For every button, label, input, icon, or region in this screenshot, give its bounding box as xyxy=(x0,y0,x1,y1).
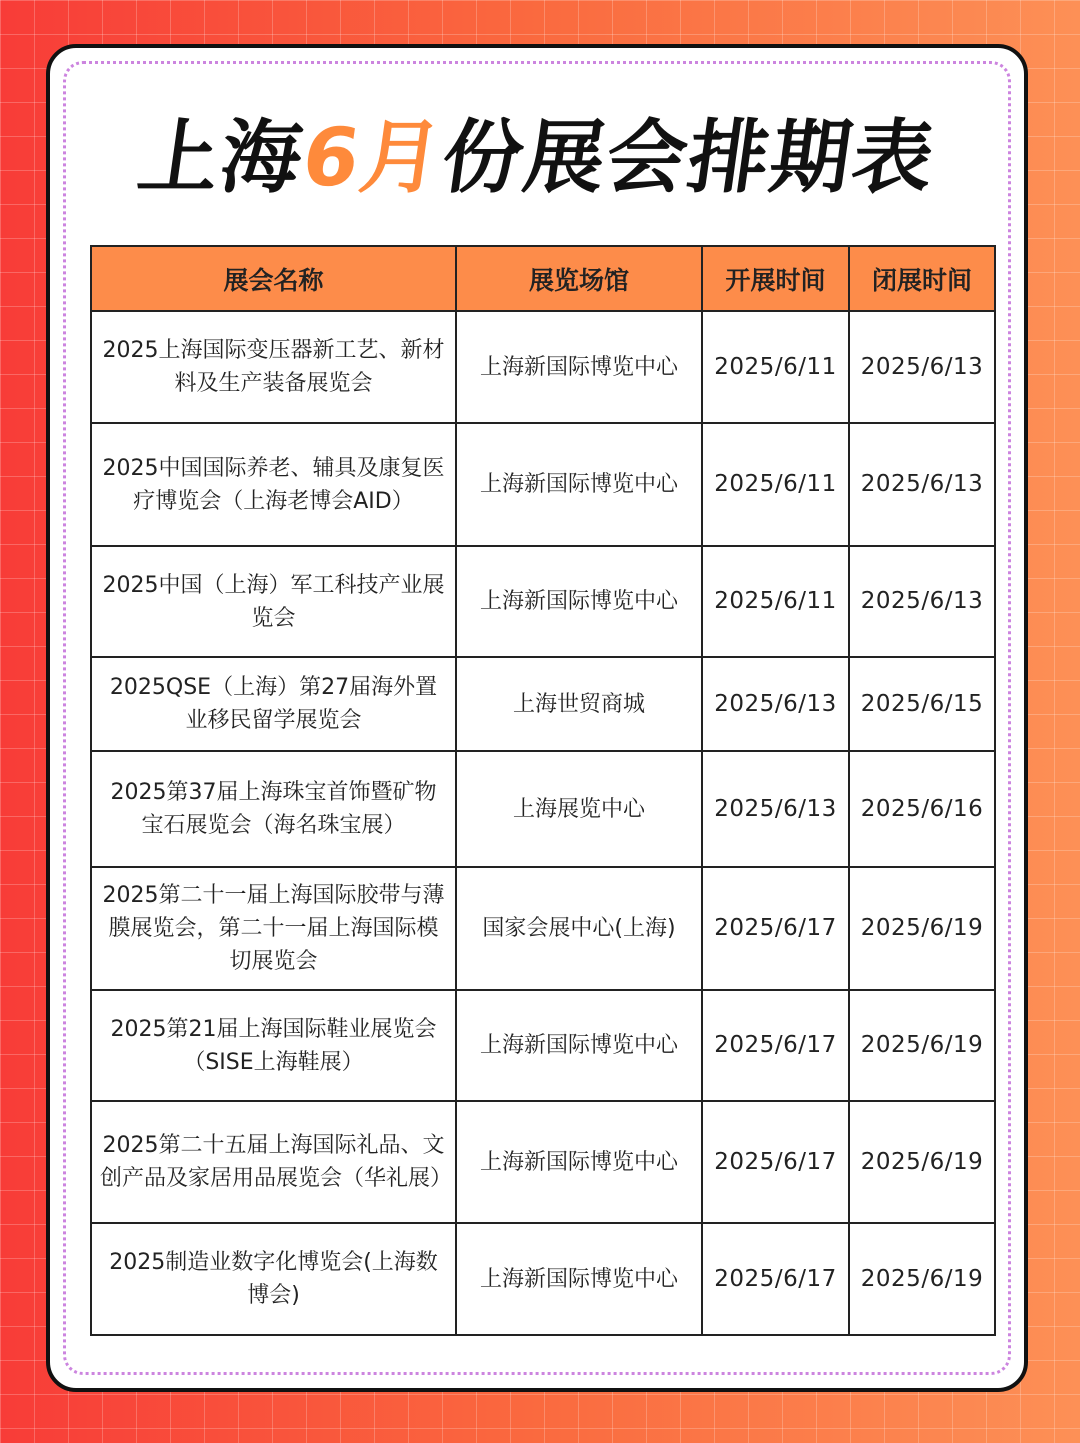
exhibition-table xyxy=(90,245,996,1336)
exhibition-end: 2025/6/19 xyxy=(849,1101,995,1223)
exhibition-start: 2025/6/17 xyxy=(702,1223,849,1335)
exhibition-venue: 上海新国际博览中心 xyxy=(456,546,702,657)
exhibition-end: 2025/6/13 xyxy=(849,311,995,423)
exhibition-end: 2025/6/13 xyxy=(849,546,995,657)
exhibition-venue: 上海新国际博览中心 xyxy=(456,423,702,546)
table-row xyxy=(91,657,995,751)
table-row xyxy=(91,311,995,423)
page-title xyxy=(43,108,1031,208)
title-accent: 6月 xyxy=(296,111,450,204)
table-row xyxy=(91,546,995,657)
exhibition-venue: 上海新国际博览中心 xyxy=(456,990,702,1101)
header-venue: 展览场馆 xyxy=(456,246,702,311)
exhibition-venue: 国家会展中心(上海) xyxy=(456,867,702,990)
exhibition-venue: 上海新国际博览中心 xyxy=(456,1101,702,1223)
table-row xyxy=(91,867,995,990)
header-end: 闭展时间 xyxy=(849,246,995,311)
table-row xyxy=(91,751,995,867)
exhibition-name: 2025中国国际养老、辅具及康复医疗博览会（上海老博会AID） xyxy=(91,423,456,546)
exhibition-venue: 上海新国际博览中心 xyxy=(456,311,702,423)
table-row xyxy=(91,990,995,1101)
exhibition-venue: 上海世贸商城 xyxy=(456,657,702,751)
schedule-card xyxy=(46,44,1028,1392)
header-start: 开展时间 xyxy=(702,246,849,311)
exhibition-end: 2025/6/19 xyxy=(849,1223,995,1335)
table-header-row xyxy=(91,246,995,311)
exhibition-venue: 上海展览中心 xyxy=(456,751,702,867)
exhibition-name: 2025第21届上海国际鞋业展览会（SISE上海鞋展） xyxy=(91,990,456,1101)
exhibition-start: 2025/6/11 xyxy=(702,423,849,546)
table-row xyxy=(91,1223,995,1335)
exhibition-start: 2025/6/13 xyxy=(702,657,849,751)
exhibition-name: 2025第37届上海珠宝首饰暨矿物宝石展览会（海名珠宝展） xyxy=(91,751,456,867)
exhibition-venue: 上海新国际博览中心 xyxy=(456,1223,702,1335)
exhibition-name: 2025中国（上海）军工科技产业展览会 xyxy=(91,546,456,657)
exhibition-start: 2025/6/11 xyxy=(702,546,849,657)
exhibition-end: 2025/6/19 xyxy=(849,867,995,990)
table-row xyxy=(91,423,995,546)
header-name: 展会名称 xyxy=(91,246,456,311)
exhibition-end: 2025/6/19 xyxy=(849,990,995,1101)
exhibition-end: 2025/6/15 xyxy=(849,657,995,751)
table-row xyxy=(91,1101,995,1223)
exhibition-start: 2025/6/17 xyxy=(702,867,849,990)
exhibition-start: 2025/6/11 xyxy=(702,311,849,423)
exhibition-start: 2025/6/17 xyxy=(702,1101,849,1223)
title-suffix: 份展会排期表 xyxy=(436,111,942,204)
title-prefix: 上海 xyxy=(132,111,310,204)
exhibition-end: 2025/6/13 xyxy=(849,423,995,546)
exhibition-name: 2025QSE（上海）第27届海外置业移民留学展览会 xyxy=(91,657,456,751)
exhibition-name: 2025制造业数字化博览会(上海数博会) xyxy=(91,1223,456,1335)
exhibition-name: 2025第二十一届上海国际胶带与薄膜展览会，第二十一届上海国际模切展览会 xyxy=(91,867,456,990)
exhibition-name: 2025第二十五届上海国际礼品、文创产品及家居用品展览会（华礼展） xyxy=(91,1101,456,1223)
exhibition-start: 2025/6/17 xyxy=(702,990,849,1101)
exhibition-start: 2025/6/13 xyxy=(702,751,849,867)
exhibition-name: 2025上海国际变压器新工艺、新材料及生产装备展览会 xyxy=(91,311,456,423)
exhibition-end: 2025/6/16 xyxy=(849,751,995,867)
